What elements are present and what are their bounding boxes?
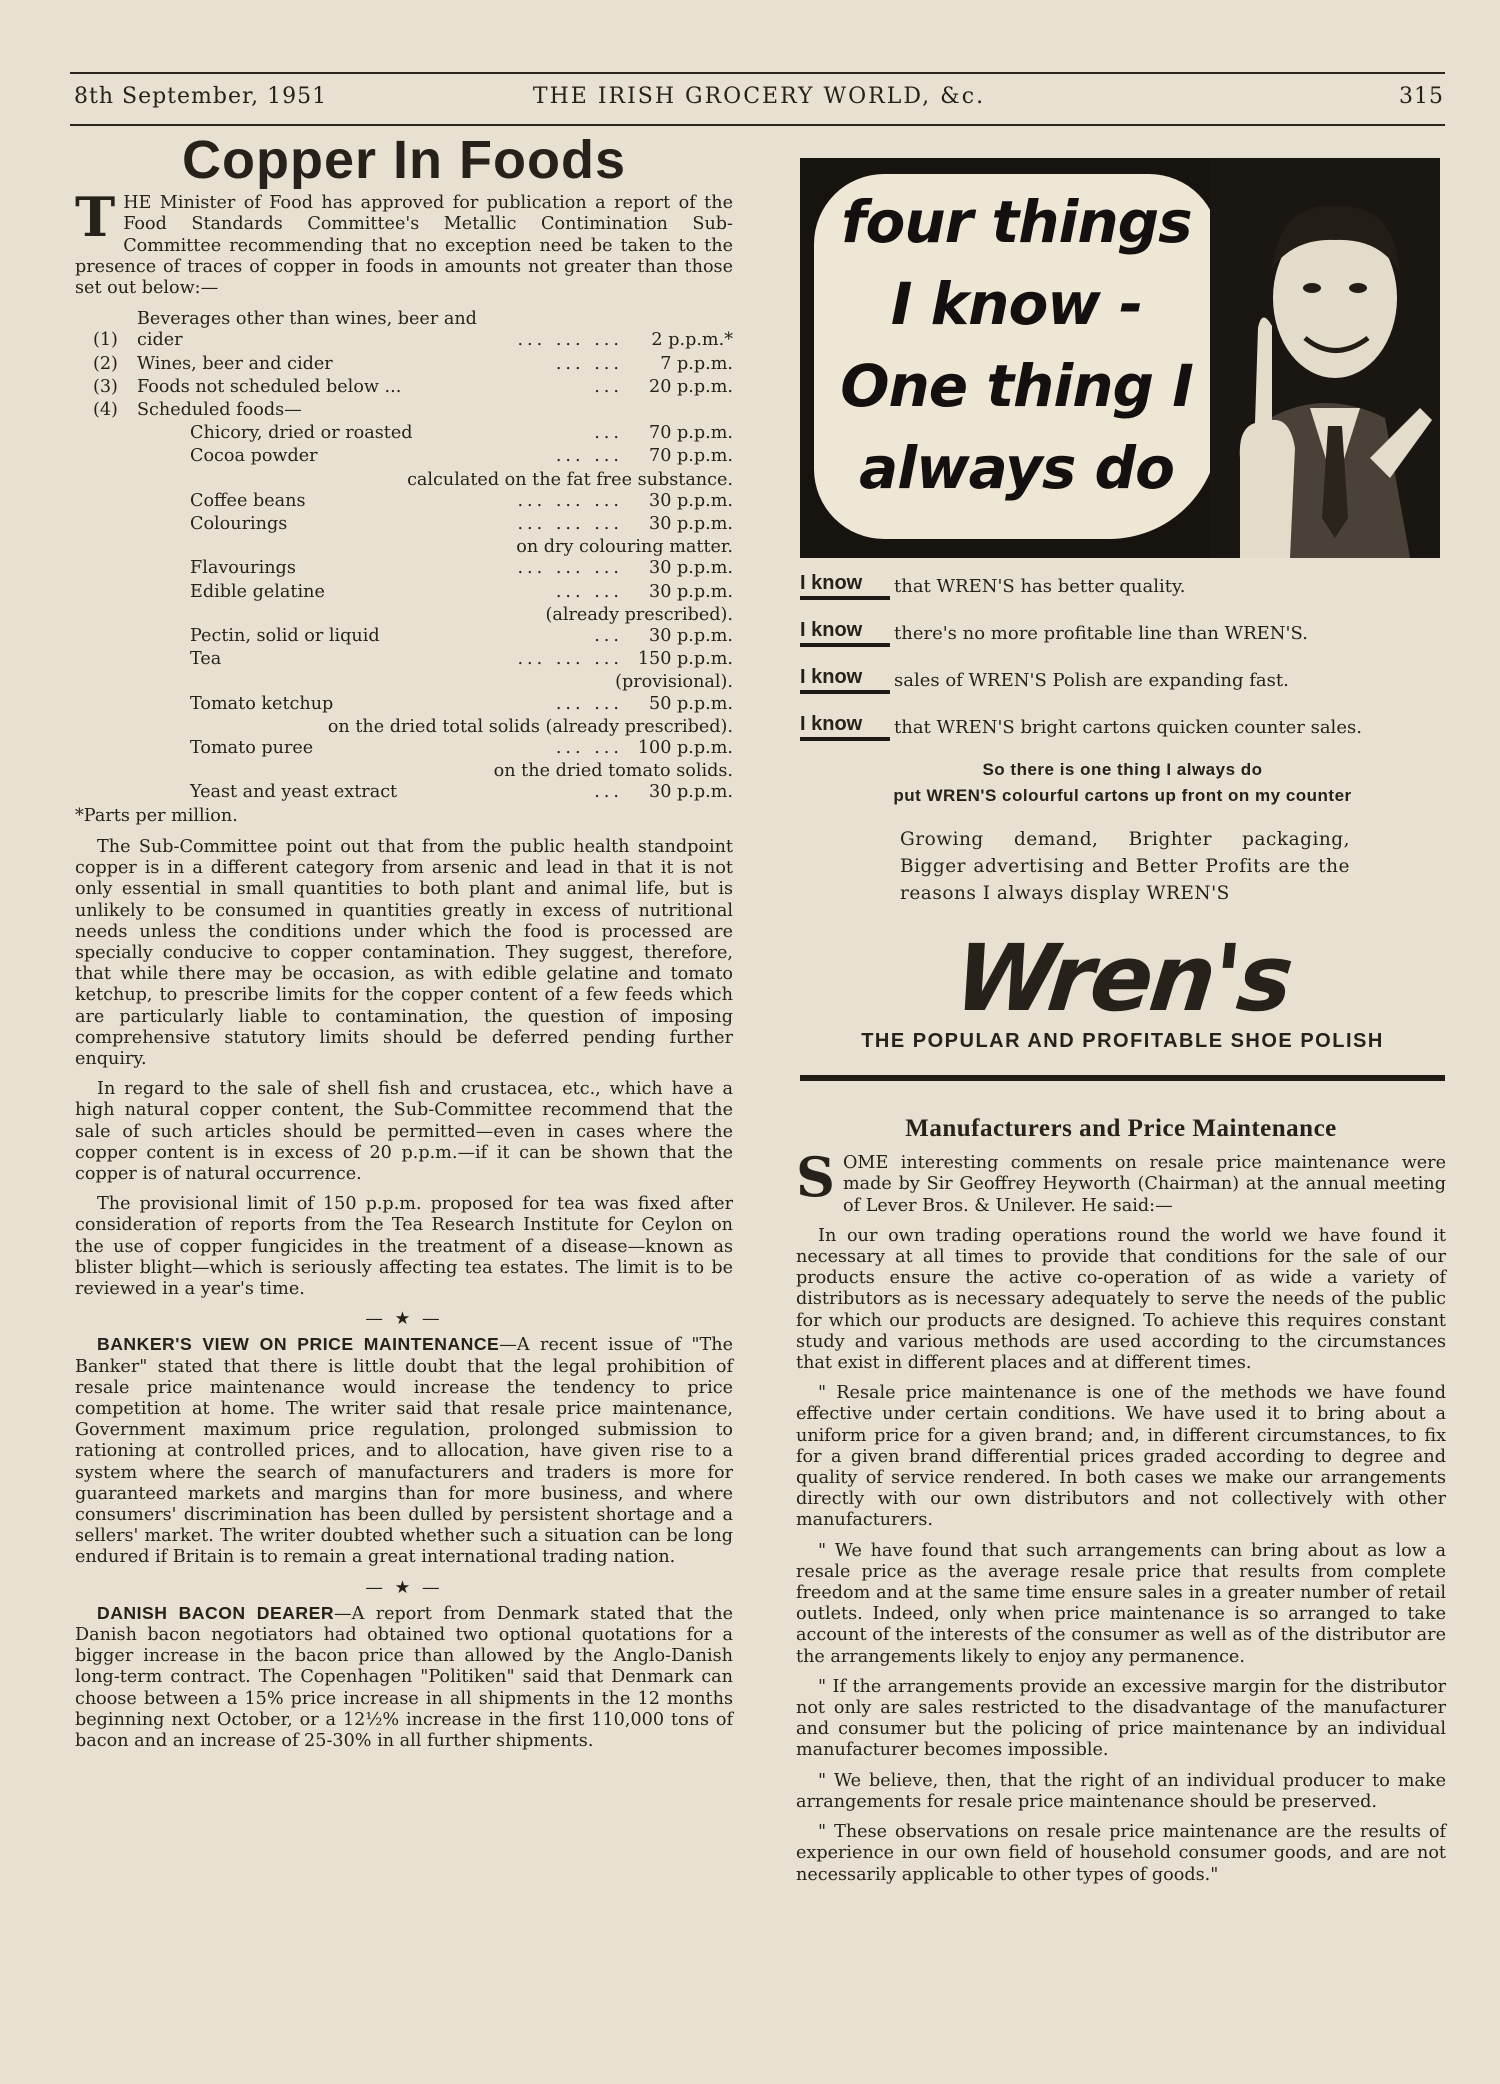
scheduled-food-note: on the dried tomato solids. bbox=[493, 761, 733, 782]
wrens-logo: Wren's bbox=[949, 925, 1296, 1032]
copper-intro: THE Minister of Food has approved for publication a report of the Food Standards Committee's Metallic Contimination Sub-Committee recommending that no exception need be taken to the presence of traces of copper in foods in amounts not greater than those set out below:— bbox=[75, 185, 733, 299]
bubble-line: I know - bbox=[890, 270, 1143, 338]
running-header bbox=[74, 84, 1444, 114]
scheduled-food-note: on the dried total solids (already prescribed). bbox=[327, 716, 733, 737]
i-know-row: I know there's no more profitable line than WREN'S. bbox=[800, 619, 1445, 647]
scheduled-food-item: Chicory, dried or roasted ... 70 p.p.m. bbox=[190, 423, 733, 444]
manufacturers-paragraph: " If the arrangements provide an excessive margin for the distributor not only are sales restricted to the disadvantage of the manufacturer and consumer but the policing of price maintenance by an individual manufacturer becomes impossible. bbox=[796, 1676, 1446, 1761]
section-divider: — ★ — bbox=[365, 1577, 443, 1598]
speech-bubble bbox=[814, 174, 1219, 539]
list-item: (2) Wines, beer and cider ... ... 7 p.p.m. bbox=[93, 353, 733, 374]
i-know-row: I know that WREN'S has better quality. bbox=[800, 572, 1445, 600]
footnote: *Parts per million. bbox=[75, 805, 238, 826]
copper-limits-list bbox=[75, 309, 733, 421]
scheduled-food-item: Tea ... ... ... 150 p.p.m. bbox=[190, 649, 733, 670]
section-divider: — ★ — bbox=[365, 1309, 443, 1330]
top-rule bbox=[70, 72, 1445, 74]
runin-heading: BANKER'S VIEW ON PRICE MAINTENANCE bbox=[97, 1334, 500, 1355]
copper-paragraph: The Sub-Committee point out that from the public health standpoint copper is in a different category from arsenic and lead in that it is not only essential in small quantities to both plant and animal life, but is unlikely to be consumed in quantities greatly in excess of nutritional needs unless the conditions under which the food is processed are specially conducive to copper contamination. They suggest, therefore, that while there may be occasion, as with edible gelatine and tomato ketchup, to prescribe limits for the copper content of a few feeds which are particularly liable to contamination, the question of imposing comprehensive statutory limits should be deferred pending further enquiry. bbox=[75, 836, 733, 1069]
drop-cap: S bbox=[796, 1145, 835, 1210]
list-item: (4) Scheduled foods— bbox=[93, 400, 302, 421]
so-line: So there is one thing I always do bbox=[982, 760, 1263, 779]
scheduled-food-note: (provisional). bbox=[615, 672, 733, 693]
copper-paragraph: The provisional limit of 150 p.p.m. proposed for tea was fixed after consideration of reports from the Tea Research Institute for Ceylon on the use of copper fungicides in the treatment of a disease—known as blister blight—which is seriously affecting tea estates. The limit is to be reviewed in a year's time. bbox=[75, 1194, 733, 1299]
put-line: put WREN'S colourful cartons up front on my counter bbox=[893, 786, 1352, 805]
scheduled-food-item: Coffee beans ... ... ... 30 p.p.m. bbox=[190, 490, 733, 511]
man-pointing-finger-icon bbox=[1210, 158, 1440, 558]
drop-cap: T bbox=[75, 185, 116, 250]
issue-date: 8th September, 1951 bbox=[74, 84, 328, 109]
scheduled-food-item: Colourings ... ... ... 30 p.p.m. bbox=[190, 514, 733, 535]
manufacturers-paragraph: " Resale price maintenance is one of the methods we have found effective under certain conditions. We have used it to bring about a uniform price for a given brand; and, in different circumstances, to fix for a given brand differential prices graded according to degree and quality of service rendered. In both cases we make our arrangements directly with our own distributors and not collectively with other manufacturers. bbox=[796, 1383, 1446, 1531]
ad-illustration-panel bbox=[800, 158, 1440, 558]
left-column bbox=[75, 130, 733, 1761]
runin-heading: DANISH BACON DEARER bbox=[97, 1602, 335, 1623]
scheduled-food-note: on dry colouring matter. bbox=[516, 537, 733, 558]
publication-name: THE IRISH GROCERY WORLD, &c. bbox=[532, 84, 986, 109]
scheduled-food-note: calculated on the fat free substance. bbox=[407, 469, 733, 490]
article-title: Copper In Foods bbox=[182, 130, 626, 190]
scheduled-food-item: Cocoa powder ... ... 70 p.p.m. bbox=[190, 446, 733, 467]
banker-paragraph: BANKER'S VIEW ON PRICE MAINTENANCE—A recent issue of "The Banker" stated that there is little doubt that the legal prohibition of resale price maintenance would increase the tendency to price competition at home. The writer said that resale price maintenance, Government maximum price regulation, prolonged submission to rationing at controlled prices, and to allocation, have given rise to a system where the search of manufacturers and traders is more for guaranteed markets and margins than for more business, and where consumers' discrimination has been dulled by persistent shortage and a sellers' market. The writer doubted whether such a situation can be long endured if Britain is to remain a great international trading nation. bbox=[75, 1334, 733, 1568]
scheduled-food-item: Yeast and yeast extract ... 30 p.p.m. bbox=[190, 782, 733, 803]
growing-demand-text: Growing demand, Brighter packaging, Bigger advertising and Better Profits are the reasons I always display WREN'S bbox=[900, 829, 1350, 904]
i-know-list bbox=[800, 572, 1445, 741]
manufacturers-paragraph: " We have found that such arrangements can bring about as low a resale price as the average resale price that results from complete freedom and at the same time ensure sales in a greater number of retail outlets. Indeed, only when price maintenance is so arranged to take account of the interests of the consumer as well as of the distributor are the arrangements likely to enjoy any permanence. bbox=[796, 1540, 1446, 1667]
scheduled-food-item: Edible gelatine ... ... 30 p.p.m. bbox=[190, 581, 733, 602]
copper-paragraph: In regard to the sale of shell fish and crustacea, etc., which have a high natural copper content, the Sub-Committee recommend that the sale of such articles should be permitted—even in cases where the copper content is in excess of 20 p.p.m.—if it can be shown that the copper is of natural occurrence. bbox=[75, 1079, 733, 1184]
ad-tagline: THE POPULAR AND PROFITABLE SHOE POLISH bbox=[861, 1030, 1384, 1052]
page-number: 315 bbox=[1399, 84, 1444, 109]
scheduled-food-note: (already prescribed). bbox=[545, 604, 733, 625]
list-item: (1) Beverages other than wines, beer and cider ... ... ... 2 p.p.m.* bbox=[93, 309, 733, 351]
manufacturers-heading: Manufacturers and Price Maintenance bbox=[905, 1115, 1337, 1142]
scheduled-food-item: Pectin, solid or liquid ... 30 p.p.m. bbox=[190, 626, 733, 647]
manufacturers-paragraph: " We believe, then, that the right of an individual producer to make arrangements for resale price maintenance should be preserved. bbox=[796, 1770, 1446, 1812]
list-item: (3) Foods not scheduled below ... ... 20 p.p.m. bbox=[93, 376, 733, 397]
manufacturers-paragraph: " These observations on resale price maintenance are the results of experience in our own field of household consumer goods, and are not necessarily applicable to other types of goods." bbox=[796, 1822, 1446, 1885]
wrens-advertisement bbox=[800, 158, 1445, 1081]
manufacturers-article bbox=[796, 1115, 1446, 1895]
i-know-row: I know that WREN'S bright cartons quicken counter sales. bbox=[800, 713, 1445, 741]
ad-bottom-rule bbox=[800, 1075, 1445, 1081]
bubble-line: One thing I bbox=[840, 352, 1193, 420]
scheduled-food-item: Tomato ketchup ... ... 50 p.p.m. bbox=[190, 693, 733, 714]
bubble-line: always do bbox=[859, 434, 1174, 502]
scheduled-food-item: Flavourings ... ... ... 30 p.p.m. bbox=[190, 558, 733, 579]
bubble-line: four things bbox=[841, 188, 1192, 256]
i-know-row: I know sales of WREN'S Polish are expanding fast. bbox=[800, 666, 1445, 694]
manufacturers-paragraph: In our own trading operations round the world we have found it necessary at all times to provide that conditions for the sale of our products ensure the active co-operation of as wide a variety of distributors as is necessary adequately to serve the needs of the public for which our products are designed. To achieve this requires constant study and various methods are used according to the circumstances that exist in different places and at different times. bbox=[796, 1225, 1446, 1374]
scheduled-food-item: Tomato puree ... ... 100 p.p.m. bbox=[190, 738, 733, 759]
manufacturers-intro: SOME interesting comments on resale price maintenance were made by Sir Geoffrey Heyworth (Chairman) at the annual meeting of Lever Bros. & Unilever. He said:— bbox=[796, 1145, 1446, 1216]
danish-paragraph: DANISH BACON DEARER—A report from Denmark stated that the Danish bacon negotiators had obtained two optional quotations for a bigger increase in the bacon price than allowed by the Anglo-Danish long-term contract. The Copenhagen "Politiken" said that Denmark can choose between a 15% price increase in all shipments in the 12 months beginning next October, or a 12½% increase in the first 110,000 tons of bacon and an increase of 25-30% in all further shipments. bbox=[75, 1602, 733, 1752]
header-rule bbox=[70, 124, 1445, 126]
scheduled-foods-list bbox=[75, 423, 733, 803]
